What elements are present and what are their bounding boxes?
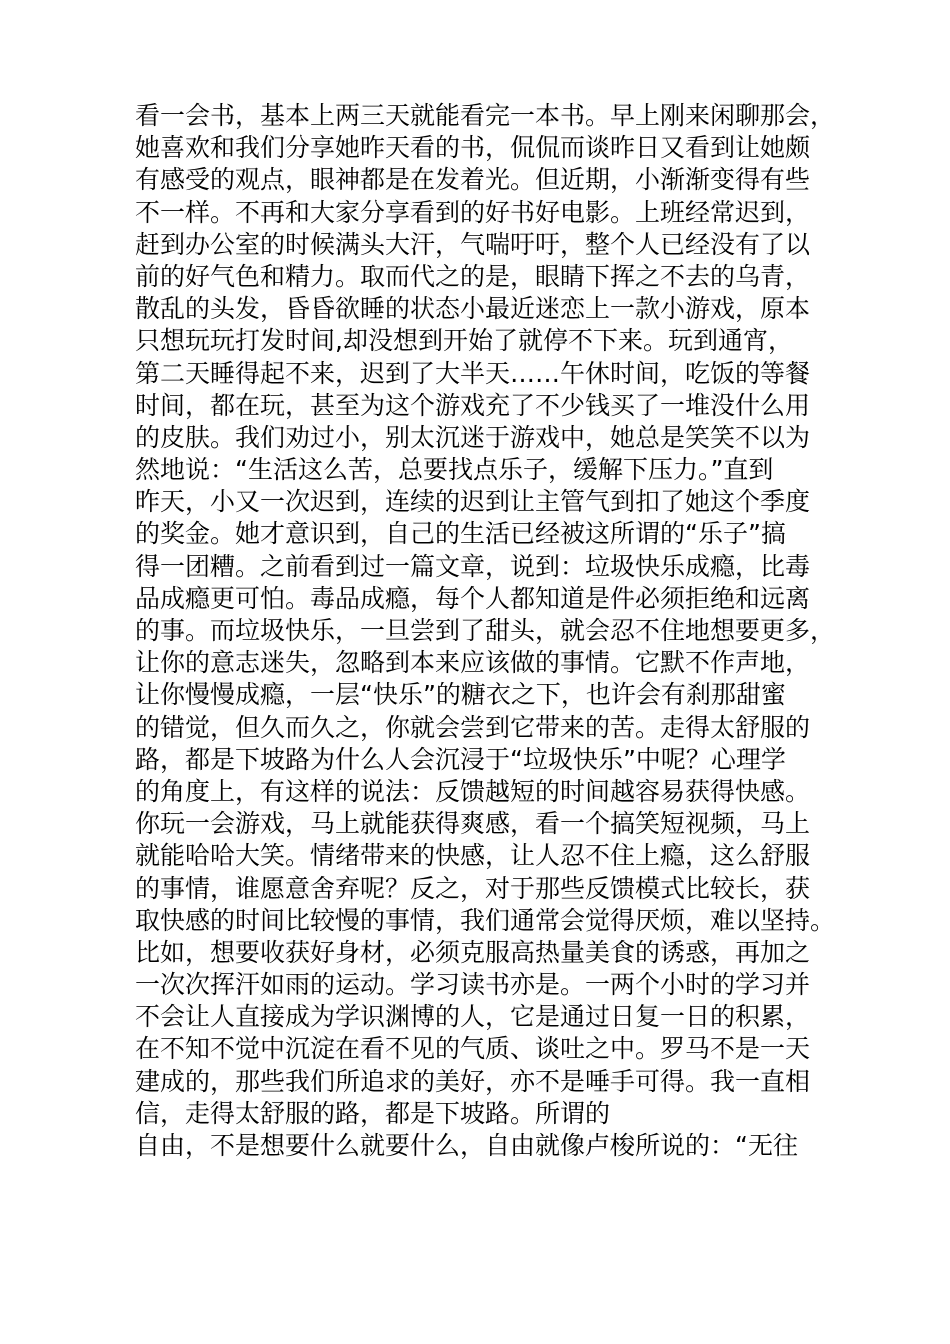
text-line-25: 的事情，谁愿意舍弃呢？反之，对于那些反馈模式比较长，获 [135,873,811,903]
text-line-2: 她喜欢和我们分享她昨天看的书，侃侃而谈昨日又看到让她颇 [135,133,811,163]
text-line-15: 得一团糟。之前看到过一篇文章，说到：垃圾快乐成瘾，比毒 [135,551,811,581]
text-line-10: 时间，都在玩，甚至为这个游戏充了不少钱买了一堆没什么用 [135,390,811,420]
body-text [135,100,835,1162]
text-line-1: 看一会书，基本上两三天就能看完一本书。早上刚来闲聊那会， [135,101,836,130]
text-line-21: 路，都是下坡路为什么人会沉浸于“垃圾快乐”中呢？心理学 [135,744,786,774]
text-line-31: 建成的，那些我们所追求的美好，亦不是唾手可得。我一直相 [135,1066,811,1096]
text-line-3: 有感受的观点，眼神都是在发着光。但近期，小渐渐变得有些 [135,165,811,195]
text-line-4: 不一样。不再和大家分享看到的好书好电影。上班经常迟到， [135,197,811,227]
text-line-12: 然地说：“生活这么苦，总要找点乐子，缓解下压力。”直到 [135,455,774,485]
text-line-27: 比如，想要收获好身材，必须克服高热量美食的诱惑，再加之 [135,937,811,967]
text-line-6: 前的好气色和精力。取而代之的是，眼睛下挥之不去的乌青， [135,261,811,291]
text-line-17: 的事。而垃圾快乐，一旦尝到了甜头，就会忍不住地想要更多， [135,616,836,645]
text-line-19: 让你慢慢成瘾，一层“快乐”的糖衣之下，也许会有刹那甜蜜 [135,680,786,710]
text-line-26: 取快感的时间比较慢的事情，我们通常会觉得厌烦，难以坚持。 [135,905,836,935]
text-line-32: 信，走得太舒服的路，都是下坡路。所谓的 [135,1098,611,1128]
text-line-24: 就能哈哈大笑。情绪带来的快感，让人忍不住上瘾，这么舒服 [135,841,811,871]
text-line-8: 只想玩玩打发时间,却没想到开始了就停不下来。玩到通宵， [135,326,793,356]
text-line-33: 自由，不是想要什么就要什么，自由就像卢梭所说的：“无往 [135,1131,798,1160]
text-line-28: 一次次挥汗如雨的运动。学习读书亦是。一两个小时的学习并 [135,970,811,1000]
text-line-30: 在不知不觉中沉淀在看不见的气质、谈吐之中。罗马不是一天 [135,1034,811,1064]
text-line-7: 散乱的头发，昏昏欲睡的状态小最近迷恋上一款小游戏，原本 [135,294,811,324]
text-line-29: 不会让人直接成为学识渊博的人，它是通过日复一日的积累， [135,1002,811,1032]
text-line-16: 品成瘾更可怕。毒品成瘾，每个人都知道是件必须拒绝和远离 [135,583,811,613]
text-line-5: 赶到办公室的时候满头大汗，气喘吁吁，整个人已经没有了以 [135,229,811,259]
text-line-11: 的皮肤。我们劝过小，别太沉迷于游戏中，她总是笑笑不以为 [135,422,811,452]
text-line-23: 你玩一会游戏，马上就能获得爽感，看一个搞笑短视频，马上 [135,809,811,839]
text-line-14: 的奖金。她才意识到，自己的生活已经被这所谓的“乐子”搞 [135,519,786,549]
text-line-9: 第二天睡得起不来，迟到了大半天……午休时间，吃饭的等餐 [135,358,811,388]
text-line-22: 的角度上，有这样的说法：反馈越短的时间越容易获得快感。 [135,776,811,806]
text-line-20: 的错觉，但久而久之，你就会尝到它带来的苦。走得太舒服的 [135,712,811,742]
text-line-18: 让你的意志迷失，忽略到本来应该做的事情。它默不作声地， [135,648,811,678]
text-line-13: 昨天，小又一次迟到，连续的迟到让主管气到扣了她这个季度 [135,487,811,517]
